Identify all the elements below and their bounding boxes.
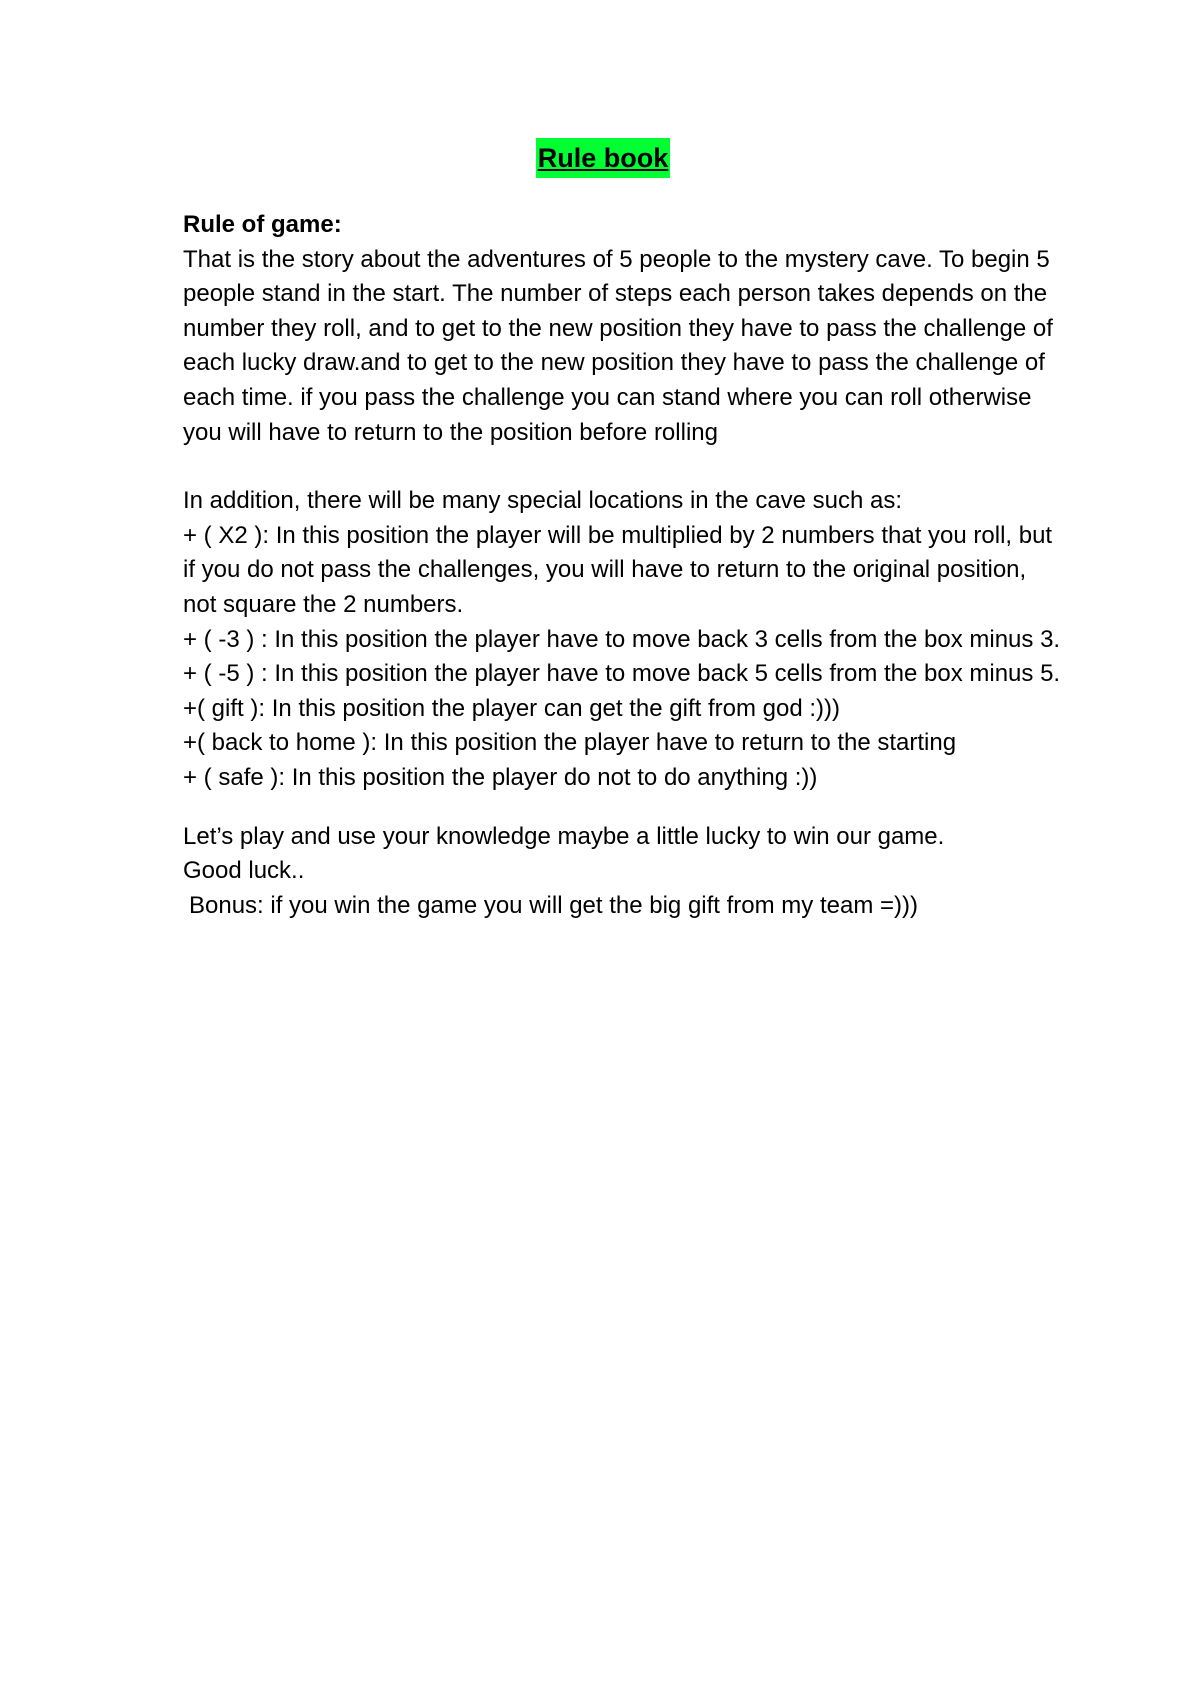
good-luck-line: Good luck..	[183, 857, 305, 885]
closing-line: Let’s play and use your knowledge maybe a little lucky to win our game.	[183, 822, 945, 850]
section-heading: Rule of game:	[183, 211, 342, 238]
title-wrap	[183, 138, 1023, 178]
special-locations-intro: In addition, there will be many special locations in the cave such as:	[183, 487, 903, 515]
special-item-minus-5: + ( -5 ) : In this position the player have to move back 5 cells from the box minus 5.	[183, 660, 1061, 688]
document-title: Rule book	[536, 138, 671, 178]
special-item-minus-3: + ( -3 ) : In this position the player have to move back 3 cells from the box minus 3.	[183, 625, 1061, 653]
special-item-gift: +( gift ): In this position the player can get the gift from god :)))	[183, 694, 840, 722]
special-item-back-to-home: +( back to home ): In this position the player have to return to the starting	[183, 729, 957, 757]
special-item-safe: + ( safe ): In this position the player do not to do anything :))	[183, 763, 818, 791]
special-item-x2: + ( X2 ): In this position the player will be multiplied by 2 numbers that you roll, but if you do not pass the challenges, you will have to return to the original position, not square the 2 numbers.	[183, 521, 1053, 618]
spacer	[183, 450, 1063, 484]
spacer	[183, 796, 1063, 820]
bonus-line: Bonus: if you win the game you will get the big gift from my team =)))	[189, 891, 918, 919]
document-content	[183, 138, 1063, 923]
intro-paragraph: That is the story about the adventures of 5 people to the mystery cave. To begin 5 people stand in the start. The number of steps each person takes depends on the number they roll, and to get to the new position they have to pass the challenge of each lucky draw.and to get to the new position they have to pass the challenge of each time. if you pass the challenge you can stand where you can roll otherwise you will have to return to the position before rolling	[183, 245, 1053, 446]
